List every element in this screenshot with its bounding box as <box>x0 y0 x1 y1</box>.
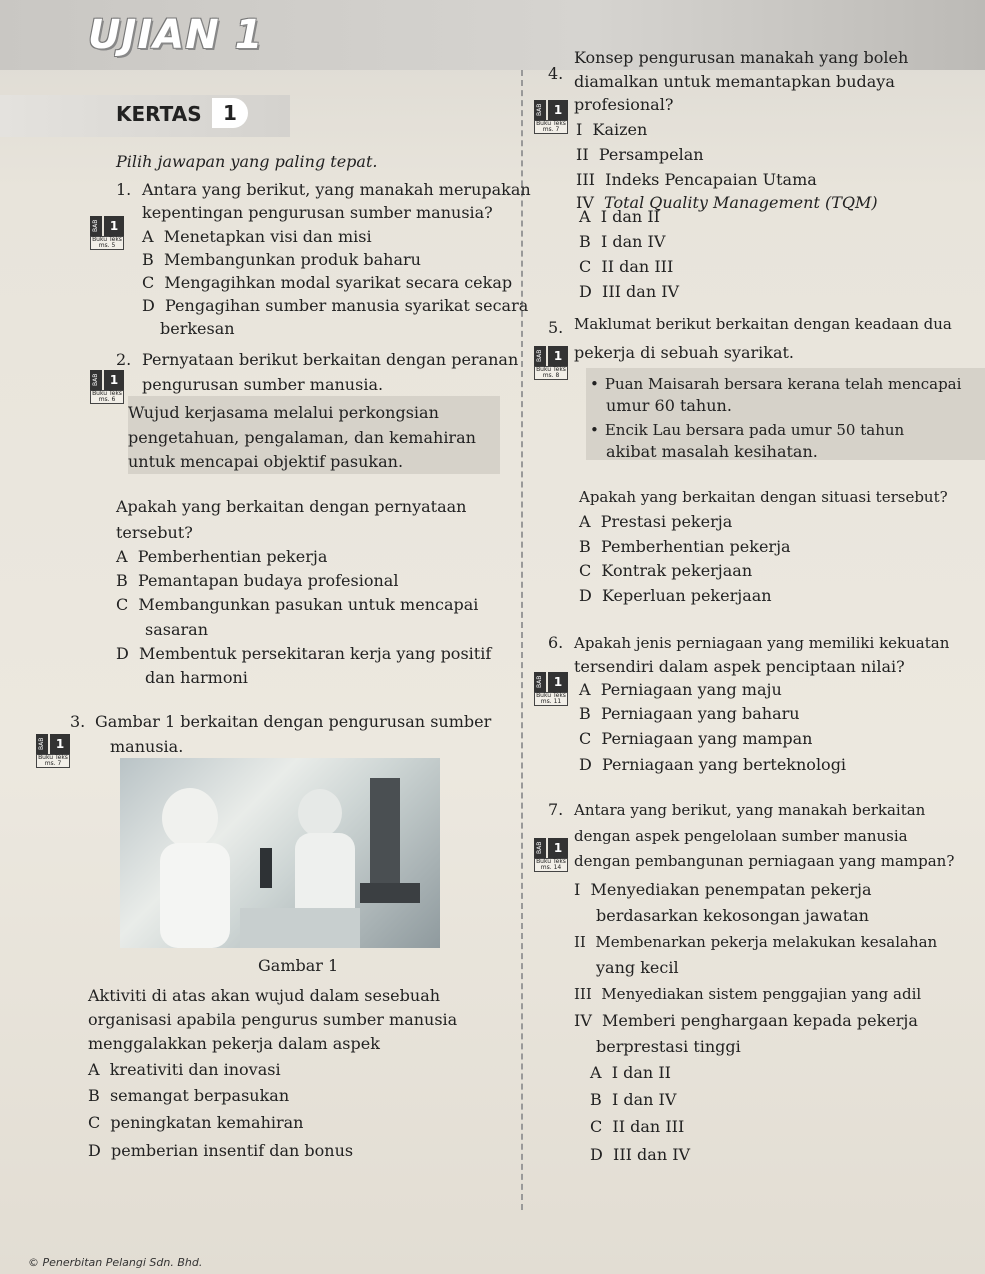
q2-option-b[interactable]: B Pemantapan budaya profesional <box>116 571 399 590</box>
bab-marker-q3: BAB 1 Buku Teks ms. 7 <box>36 734 70 768</box>
q5-ask: Apakah yang berkaitan dengan situasi tersebut? <box>579 488 948 506</box>
q4-stem-line3: profesional? <box>574 95 674 114</box>
q4-option-a[interactable]: A I dan II <box>579 207 660 226</box>
q4-item-iii: III Indeks Pencapaian Utama <box>576 170 817 189</box>
q4-item-iv: IV Total Quality Management (TQM) <box>576 193 878 212</box>
q1-stem-line2: kepentingan pengurusan sumber manusia? <box>142 203 493 222</box>
q7-option-d[interactable]: D III dan IV <box>590 1145 691 1164</box>
buku-teks-ref <box>90 236 124 250</box>
q7-item-ii-cont: yang kecil <box>596 958 679 977</box>
q3-text-line3: menggalakkan pekerja dalam aspek <box>88 1034 380 1053</box>
q5-info-line1: • Puan Maisarah bersara kerana telah mencapai <box>590 374 961 394</box>
q3-stem-line2: manusia. <box>110 737 184 756</box>
q5-option-d[interactable]: D Keperluan pekerjaan <box>579 586 772 605</box>
q2-stem-line2: pengurusan sumber manusia. <box>142 375 384 394</box>
q7-stem-line3: dengan pembangunan perniagaan yang mampan? <box>574 852 955 870</box>
bab-marker-q6: BAB 1 Buku Teks ms. 11 <box>534 672 568 706</box>
bab-marker-q7: BAB 1 Buku Teks ms. 14 <box>534 838 568 872</box>
q3-option-c[interactable]: C peningkatan kemahiran <box>88 1113 304 1132</box>
instruction: Pilih jawapan yang paling tepat. <box>116 152 378 171</box>
q4-stem-line1: Konsep pengurusan manakah yang boleh <box>574 48 909 67</box>
q6-option-d[interactable]: D Perniagaan yang berteknologi <box>579 755 847 774</box>
q4-option-d[interactable]: D III dan IV <box>579 282 680 301</box>
q7-item-iii: III Menyediakan sistem penggajian yang adil <box>574 985 922 1003</box>
q6-stem-line1: Apakah jenis perniagaan yang memiliki kekuatan <box>574 634 950 652</box>
q1-number: 1. <box>116 180 132 199</box>
column-divider <box>521 70 523 1210</box>
q5-info-line2: umur 60 tahun. <box>606 396 732 415</box>
q2-option-a[interactable]: A Pemberhentian pekerja <box>116 547 328 566</box>
q3-option-a[interactable]: A kreativiti dan inovasi <box>88 1060 281 1079</box>
q7-option-c[interactable]: C II dan III <box>590 1117 685 1136</box>
q5-stem-line1: Maklumat berikut berkaitan dengan keadaan dua <box>574 315 952 333</box>
q5-option-a[interactable]: A Prestasi pekerja <box>579 512 733 531</box>
q7-stem-line2: dengan aspek pengelolaan sumber manusia <box>574 827 908 845</box>
q4-stem-line2: diamalkan untuk memantapkan budaya <box>574 72 895 91</box>
q1-option-d-cont: berkesan <box>160 319 235 338</box>
q2-ask-line2: tersebut? <box>116 523 193 542</box>
q5-stem-line2: pekerja di sebuah syarikat. <box>574 343 795 362</box>
exam-title: UJIAN 1 <box>88 12 264 58</box>
q3-stem-line1: Gambar 1 berkaitan dengan pengurusan sumber <box>95 712 492 731</box>
lab-scientists-illustration <box>120 758 440 948</box>
q7-item-iv-cont: berprestasi tinggi <box>596 1037 741 1056</box>
q1-ms: ms. 5 <box>98 242 116 249</box>
q5-option-b[interactable]: B Pemberhentian pekerja <box>579 537 791 556</box>
q2-statement-line1: Wujud kerjasama melalui perkongsian <box>128 403 439 422</box>
q3-text-line1: Aktiviti di atas akan wujud dalam sesebuah <box>88 986 441 1005</box>
q7-number: 7. <box>548 800 564 819</box>
q2-statement-line2: pengetahuan, pengalaman, dan kemahiran <box>128 428 476 447</box>
q1-option-c[interactable]: C Mengagihkan modal syarikat secara cekap <box>142 273 513 292</box>
q4-item-i: I Kaizen <box>576 120 648 139</box>
q6-stem-line2: tersendiri dalam aspek penciptaan nilai? <box>574 657 905 676</box>
bab-marker-q1 <box>90 216 124 250</box>
q1-option-b[interactable]: B Membangunkan produk baharu <box>142 250 421 269</box>
q5-info-line3: • Encik Lau bersara pada umur 50 tahun <box>590 420 904 440</box>
q7-option-a[interactable]: A I dan II <box>590 1063 671 1082</box>
q6-option-a[interactable]: A Perniagaan yang maju <box>579 680 782 699</box>
publisher-footer: © Penerbitan Pelangi Sdn. Bhd. <box>28 1256 203 1269</box>
paper-number: 1 <box>212 98 248 128</box>
q7-item-i: I Menyediakan penempatan pekerja <box>574 880 872 899</box>
bab-num: 1 <box>104 216 124 236</box>
q5-option-c[interactable]: C Kontrak pekerjaan <box>579 561 753 580</box>
q7-item-i-cont: berdasarkan kekosongan jawatan <box>596 906 869 925</box>
q3-number: 3. <box>70 712 86 731</box>
q6-option-b[interactable]: B Perniagaan yang baharu <box>579 704 800 723</box>
q2-option-c[interactable]: C Membangunkan pasukan untuk mencapai <box>116 595 479 614</box>
q7-item-iv: IV Memberi penghargaan kepada pekerja <box>574 1011 918 1030</box>
gambar-1-caption: Gambar 1 <box>258 956 339 975</box>
q7-stem-line1: Antara yang berikut, yang manakah berkaitan <box>574 801 926 819</box>
q4-number: 4. <box>548 64 564 83</box>
q2-option-d[interactable]: D Membentuk persekitaran kerja yang positif <box>116 644 492 663</box>
q3-text-line2: organisasi apabila pengurus sumber manusia <box>88 1010 458 1029</box>
q4-option-c[interactable]: C II dan III <box>579 257 674 276</box>
q1-option-d[interactable]: D Pengagihan sumber manusia syarikat secara <box>142 296 529 315</box>
q1-stem-line1: Antara yang berikut, yang manakah merupakan <box>142 180 531 199</box>
q2-statement-line3: untuk mencapai objektif pasukan. <box>128 452 404 471</box>
q2-number: 2. <box>116 350 132 369</box>
q2-option-c-cont: sasaran <box>145 620 208 639</box>
q2-ask-line1: Apakah yang berkaitan dengan pernyataan <box>116 497 467 516</box>
q5-number: 5. <box>548 318 564 337</box>
q6-number: 6. <box>548 633 564 652</box>
bab-tab: BAB <box>90 216 102 236</box>
q4-item-ii: II Persampelan <box>576 145 704 164</box>
q7-item-ii: II Membenarkan pekerja melakukan kesalahan <box>574 933 938 951</box>
bab-marker-q4: BAB 1 Buku Teks ms. 7 <box>534 100 568 134</box>
q3-option-b[interactable]: B semangat berpasukan <box>88 1086 290 1105</box>
q7-option-b[interactable]: B I dan IV <box>590 1090 677 1109</box>
bab-marker-q2: BAB 1 Buku Teks ms. 6 <box>90 370 124 404</box>
q3-option-d[interactable]: D pemberian insentif dan bonus <box>88 1141 354 1160</box>
q1-option-a[interactable]: A Menetapkan visi dan misi <box>142 227 372 246</box>
paper-label: KERTAS <box>116 102 202 126</box>
buku-label: Buku Teks <box>92 236 122 243</box>
q5-info-line4: akibat masalah kesihatan. <box>606 442 818 461</box>
q2-stem-line1: Pernyataan berikut berkaitan dengan peranan <box>142 350 519 369</box>
gambar-1-photo <box>120 758 440 948</box>
bab-marker-q5: BAB 1 Buku Teks ms. 8 <box>534 346 568 380</box>
q4-option-b[interactable]: B I dan IV <box>579 232 666 251</box>
q6-option-c[interactable]: C Perniagaan yang mampan <box>579 729 813 748</box>
q2-option-d-cont: dan harmoni <box>145 668 248 687</box>
